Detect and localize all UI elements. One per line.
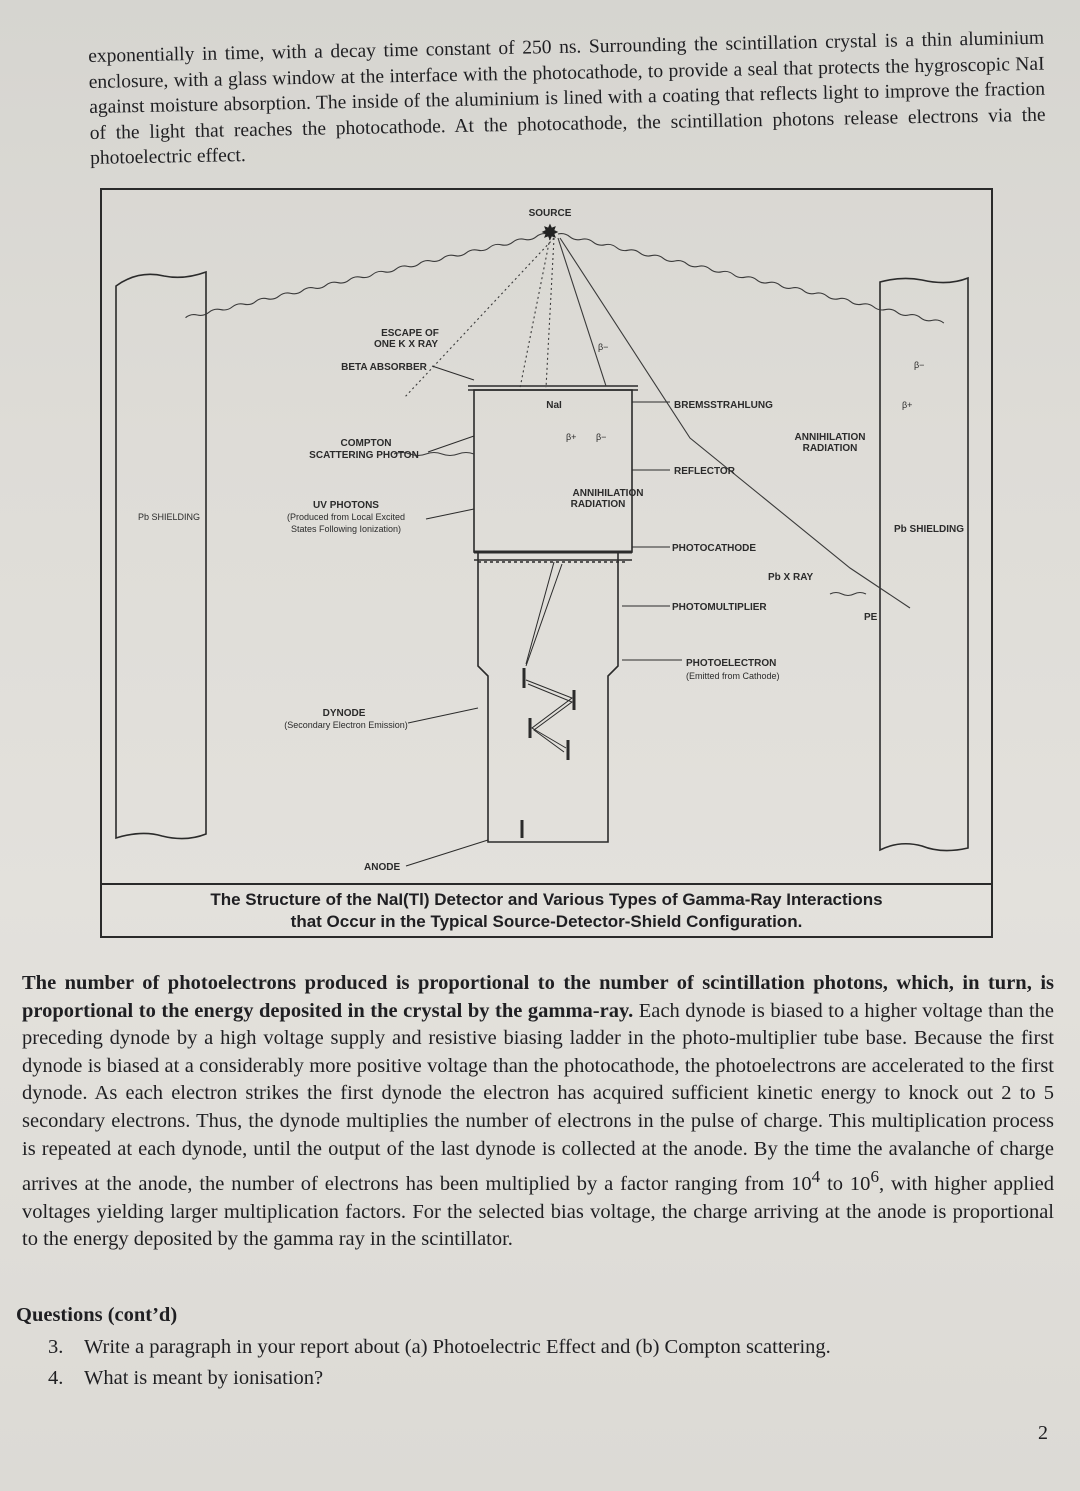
question-text: Write a paragraph in your report about (a) Photoelectric Effect and (b) Compton scattering. (84, 1336, 831, 1358)
body-text-1: Each dynode is biased to a higher voltage than the preceding dynode by a high voltage supply and resistive biasing ladder in the photo-multiplier tube base. Because the first dynode is biased at a considerably more positive voltage than the photocathode, the photoelectrons are accelerated to the first dynode. As each electron strikes the first dynode the electron has acquired sufficient kinetic energy to knock out 2 to 5 secondary electrons. Thus, the dynode multiplies the number of electrons in the pulse of charge. This multiplication process is repeated at each dynode, until the output of the last dynode is collected at the anode. By the time the avalanche of charge arrives at the anode, the number of electrons has been multiplied by a factor ranging from 10 (22, 999, 1054, 1195)
label-escape-2: ONE K X RAY (373, 339, 439, 350)
page-number: 2 (1038, 1422, 1048, 1444)
label-photomultiplier: PHOTOMULTIPLIER (672, 602, 767, 613)
question-number: 3. (48, 1336, 64, 1358)
question-number: 4. (48, 1367, 64, 1389)
body-paragraph (22, 970, 1054, 1254)
label-escape-1: ESCAPE OF (381, 328, 439, 339)
label-pb-xray: Pb X RAY (768, 572, 814, 583)
questions-list (48, 1332, 831, 1394)
label-annihilation-center-2: RADIATION (570, 499, 626, 510)
label-source: SOURCE (528, 208, 572, 219)
label-reflector: REFLECTOR (674, 466, 735, 477)
question-item (48, 1363, 831, 1394)
label-pb-shielding-right: Pb SHIELDING (894, 524, 965, 535)
label-beta-minus-b: β− (596, 432, 607, 442)
label-dynode-2: (Secondary Electron Emission) (284, 720, 408, 730)
label-compton-1: COMPTON (340, 438, 392, 449)
label-uv-1: UV PHOTONS (313, 500, 379, 511)
body-text-2: to 10 (820, 1172, 871, 1195)
label-dynode-1: DYNODE (322, 708, 366, 719)
caption-line-2: that Occur in the Typical Source-Detector-Shield Configuration. (290, 912, 803, 931)
body-text-3: , with higher applied voltages yielding larger multiplication factors. For the selected bias voltage, the charge arriving at the anode is proportional to the energy deposited by the gamma ray in the scintillator. (22, 1172, 1054, 1251)
label-compton-2: SCATTERING PHOTON (309, 450, 419, 461)
label-pb-shielding-left: Pb SHIELDING (138, 512, 201, 522)
detector-figure (100, 188, 993, 938)
label-beta-plus-b: β+ (902, 400, 913, 410)
label-beta-minus-c: β− (914, 360, 925, 370)
body-bold-text: The number of photoelectrons produced is proportional to the number of scintillation photons, which, in turn, is proportional to the energy deposited in the crystal by the gamma-ray. (22, 972, 1054, 1022)
body-exponent-2: 6 (870, 1167, 879, 1187)
caption-line-1: The Structure of the NaI(Tl) Detector and Various Types of Gamma-Ray Interactions (210, 890, 883, 909)
label-pe: PE (864, 612, 878, 623)
label-photoelectron-1: PHOTOELECTRON (686, 658, 777, 669)
label-anode: ANODE (364, 862, 401, 873)
label-annihilation-center-1: ANNIHILATION (572, 488, 644, 499)
questions-heading: Questions (cont’d) (16, 1304, 178, 1326)
figure-caption (102, 883, 991, 936)
ray-left-long (185, 233, 548, 320)
ray-right-long (558, 233, 945, 325)
label-nai: NaI (546, 400, 562, 411)
question-item (48, 1332, 831, 1363)
intro-paragraph: exponentially in time, with a decay time constant of 250 ns. Surrounding the scintillation crystal is a thin aluminium enclosure, with a glass window at the interface with the photocathode, to provide a seal that protects the hygroscopic NaI against moisture absorption. The inside of the aluminium is lined with a coating that reflects light to improve the fraction of the light that reaches the photocathode. At the photocathode, the scintillation photons release electrons via the photoelectric effect. (88, 27, 1046, 169)
nai-crystal (474, 390, 632, 552)
label-uv-2: (Produced from Local Excited (286, 512, 406, 522)
left-shield (116, 272, 206, 839)
photomultiplier-tube (478, 552, 618, 842)
label-uv-3: States Following Ionization) (290, 524, 402, 534)
question-text: What is meant by ionisation? (84, 1367, 324, 1389)
body-exponent-1: 4 (811, 1167, 821, 1187)
label-beta-minus-a: β− (598, 342, 609, 352)
label-annihilation-right-2: RADIATION (802, 443, 858, 454)
detector-diagram (102, 190, 991, 883)
source-star-icon: ✸ (540, 221, 560, 246)
label-beta-plus-a: β+ (566, 432, 577, 442)
label-beta-absorber: BETA ABSORBER (341, 362, 427, 373)
label-photocathode: PHOTOCATHODE (672, 543, 757, 554)
label-annihilation-right-1: ANNIHILATION (794, 432, 866, 443)
label-bremsstrahlung: BREMSSTRAHLUNG (674, 400, 773, 411)
label-photoelectron-2: (Emitted from Cathode) (686, 671, 780, 681)
